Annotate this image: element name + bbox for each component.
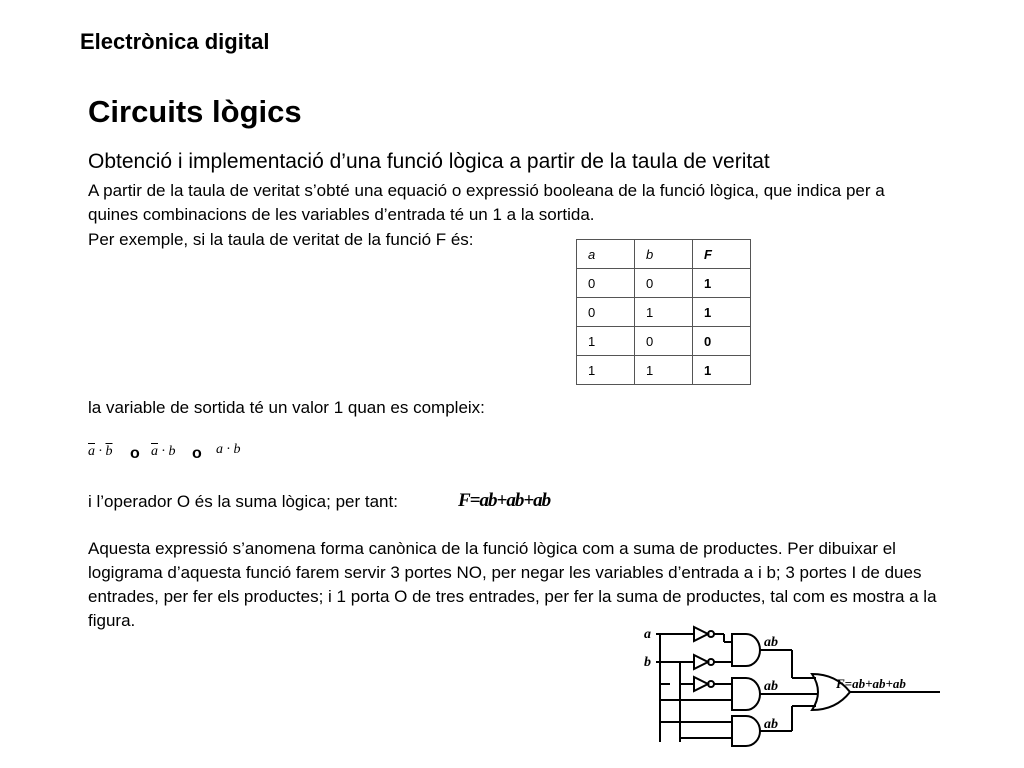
not-gate-bubble [708, 681, 714, 687]
truth-table-cell: 1 [577, 356, 635, 385]
truth-table-cell: 0 [577, 269, 635, 298]
truth-table-cell: 1 [693, 356, 751, 385]
truth-table-cell: 1 [635, 298, 693, 327]
and-gate-3 [732, 716, 760, 746]
term-variable: $\overline{b}$ [105, 444, 113, 459]
conjunction-o: o [192, 445, 202, 462]
not-gate-bubble [708, 659, 714, 665]
truth-table-header-cell: a [577, 240, 635, 269]
intro-paragraph: A partir de la taula de veritat s’obté una equació o expressió booleana de la funció lògica, que indica per a quines combinacions de les variables d’entrada té un 1 a la sortida. [88, 181, 885, 224]
term-not-a-b [151, 444, 176, 460]
truth-table-cell: 0 [693, 327, 751, 356]
truth-table-row [577, 356, 751, 385]
truth-table-row [577, 298, 751, 327]
truth-table-header-row [577, 240, 751, 269]
term-variable: $\overline{a}$ [88, 444, 95, 459]
term-variable: $\overline{a}$ [151, 444, 158, 459]
truth-table-cell: 0 [635, 269, 693, 298]
not-gate-b2 [694, 677, 708, 691]
not-gate-b [694, 655, 708, 669]
not-gate-a [694, 627, 708, 641]
page-title: Circuits lògics [88, 94, 302, 129]
input-b-label: b [644, 655, 651, 670]
condition-paragraph: la variable de sortida té un valor 1 quan es compleix: [88, 398, 485, 417]
input-a-label: a [644, 627, 651, 642]
header-title: Electrònica digital [80, 29, 270, 54]
and2-output-label: ab [764, 679, 778, 694]
truth-table-header-cell: F [693, 240, 751, 269]
boolean-formula: F=ab+ab+ab [458, 490, 551, 511]
truth-table [576, 239, 751, 385]
truth-table-row [577, 269, 751, 298]
term-dot: · [161, 444, 165, 459]
logic-circuit-diagram [640, 622, 950, 748]
truth-table-cell: 1 [693, 298, 751, 327]
truth-table-header-cell: b [635, 240, 693, 269]
and-gate-2 [732, 678, 760, 710]
output-label: F=ab+ab+ab [836, 676, 906, 691]
term-dot: · [98, 444, 102, 459]
truth-table-cell: 1 [577, 327, 635, 356]
term-variable: b [168, 444, 176, 459]
term-a-b: a · b [216, 442, 241, 457]
truth-table-cell: 0 [635, 327, 693, 356]
operator-paragraph: i l’operador O és la suma lògica; per tant: [88, 492, 398, 511]
term-not-a-not-b [88, 444, 113, 460]
truth-table-row [577, 327, 751, 356]
truth-table-cell: 1 [693, 269, 751, 298]
truth-table-cell: 1 [635, 356, 693, 385]
not-gate-bubble [708, 631, 714, 637]
and-gate-1 [732, 634, 760, 666]
canonical-form-paragraph: Aquesta expressió s’anomena forma canònica de la funció lògica com a suma de productes. Per dibuixar el logigrama d’aquesta funció farem servir 3 portes NO, per negar les variables d’entrada a i b; 3 portes I de dues entrades, per fer els productes; i 1 porta O de tres entrades, per fer la suma de productes, tal com es mostra a la figura. [88, 539, 937, 630]
and3-output-label: ab [764, 717, 778, 732]
conjunction-o: o [130, 445, 140, 462]
truth-table-cell: 0 [577, 298, 635, 327]
section-subtitle: Obtenció i implementació d’una funció lògica a partir de la taula de veritat [88, 150, 770, 173]
example-paragraph: Per exemple, si la taula de veritat de la funció F és: [88, 230, 474, 249]
and1-output-label: ab [764, 635, 778, 650]
